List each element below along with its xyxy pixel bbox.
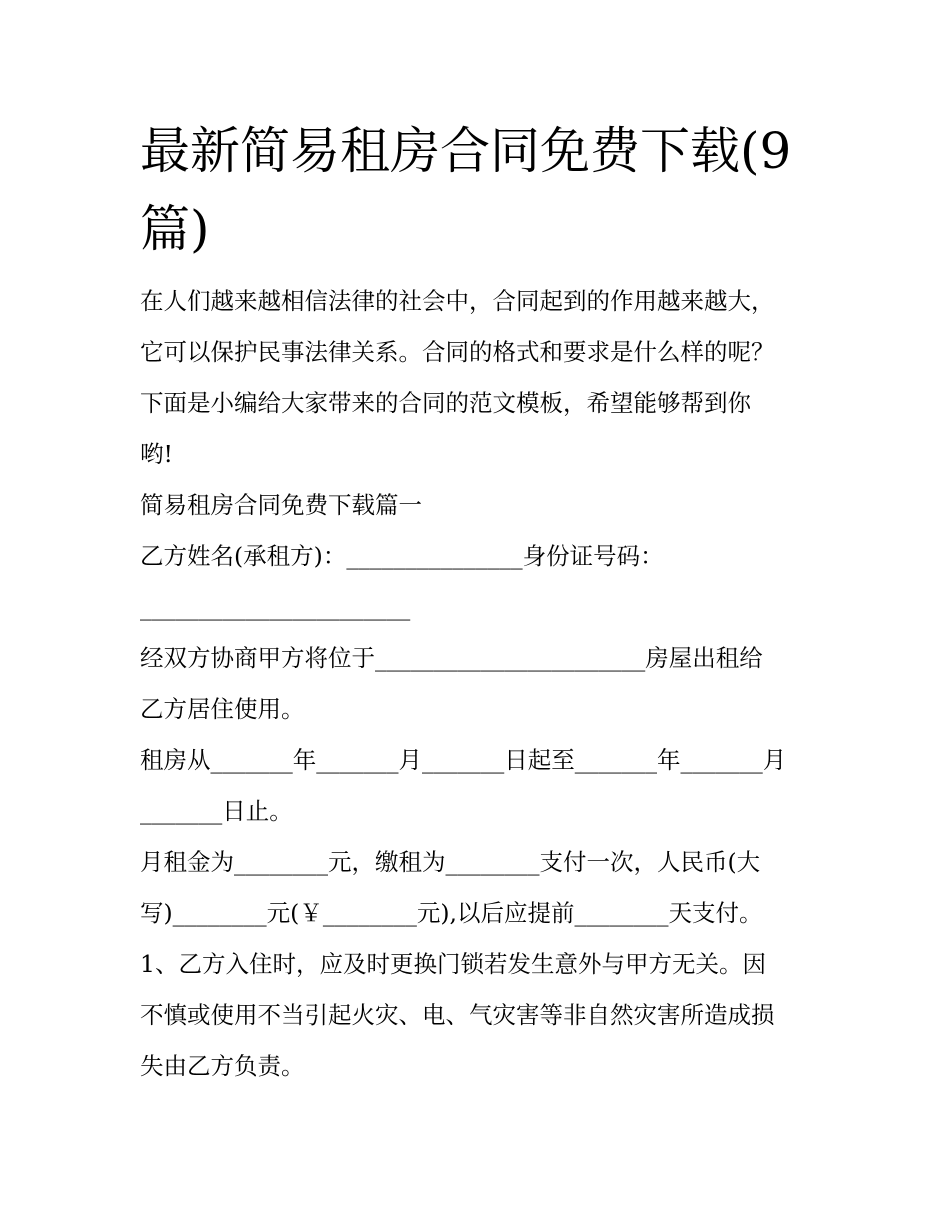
- document-body: [140, 276, 820, 1092]
- intro-line: 它可以保护民事法律关系。合同的格式和要求是什么样的呢？: [140, 338, 775, 366]
- title-line: 最新简易租房合同免费下载(9: [140, 122, 792, 180]
- tenant-name-line: 乙方姓名(承租方)：_______________身份证号码：: [140, 542, 664, 570]
- intro-line: 哟!: [140, 440, 173, 468]
- lease-period-line: _______日止。: [140, 797, 293, 825]
- rent-line: 写)________元(￥________元),以后应提前________天支付。: [140, 899, 763, 927]
- intro-line: 下面是小编给大家带来的合同的范文模板，希望能够帮到你: [140, 389, 751, 417]
- clause-line: 失由乙方负责。: [140, 1052, 305, 1080]
- title-line: 篇): [140, 200, 210, 258]
- section-heading: 简易租房合同免费下载篇一: [140, 491, 422, 519]
- clause-line: 不慎或使用不当引起火灾、电、气灾害等非自然灾害所造成损: [140, 1001, 775, 1029]
- clause-line: 1、乙方入住时，应及时更换门锁若发生意外与甲方无关。因: [140, 950, 766, 978]
- intro-line: 在人们越来越相信法律的社会中，合同起到的作用越来越大，: [140, 287, 775, 315]
- document-title: [140, 112, 820, 268]
- rent-line: 月租金为________元，缴租为________支付一次，人民币(大: [140, 848, 761, 876]
- property-location-line: 乙方居住使用。: [140, 695, 305, 723]
- lease-period-line: 租房从_______年_______月_______日起至_______年_______月: [140, 746, 787, 774]
- id-number-blank: _______________________: [140, 593, 411, 621]
- property-location-line: 经双方协商甲方将位于_______________________房屋出租给: [140, 644, 763, 672]
